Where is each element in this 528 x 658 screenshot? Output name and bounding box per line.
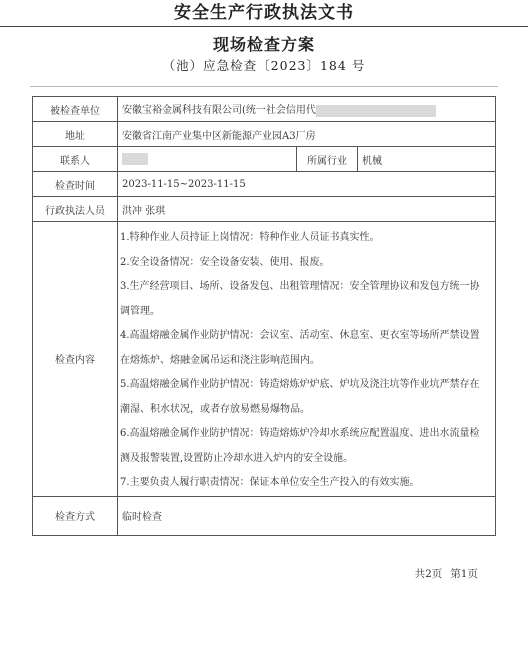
content-item: 1.特种作业人员持证上岗情况：特种作业人员证书真实性。 bbox=[120, 232, 380, 243]
contact-cell bbox=[118, 147, 297, 172]
officers-value: 洪冲 张琪 bbox=[118, 197, 496, 222]
redaction-block bbox=[316, 105, 436, 117]
row-date bbox=[33, 172, 496, 197]
redaction-block bbox=[122, 153, 148, 165]
current-page: 第1页 bbox=[450, 568, 478, 580]
content-item: 4.高温熔融金属作业防护情况：会议室、活动室、休息室、更衣室等场所严禁设置在熔炼炉、熔融金属吊运和浇注影响范围内。 bbox=[120, 330, 480, 366]
document-number: （池）应急检查〔2023〕184 号 bbox=[162, 58, 366, 73]
inspected-unit-cell bbox=[118, 97, 496, 122]
row-method bbox=[33, 496, 496, 535]
row-officers bbox=[33, 197, 496, 222]
date-value: 2023-11-15~2023-11-15 bbox=[118, 172, 496, 197]
content-item: 6.高温熔融金属作业防护情况：铸造熔炼炉冷却水系统应配置温度、进出水流量检测及报警装置,设置防止冷却水进入炉内的安全设施。 bbox=[120, 428, 480, 464]
industry-value: 机械 bbox=[358, 147, 496, 172]
contact-label: 联系人 bbox=[33, 147, 118, 172]
document-title: 现场检查方案 bbox=[212, 35, 315, 54]
total-pages: 共2页 bbox=[414, 568, 443, 580]
page-footer bbox=[407, 566, 478, 581]
content-item: 7.主要负责人履行职责情况：保证本单位安全生产投入的有效实施。 bbox=[120, 477, 420, 488]
document-header: 安全生产行政执法文书 bbox=[0, 0, 528, 27]
content-item: 3.生产经营项目、场所、设备发包、出租管理情况：安全管理协议和发包方统一协调管理。 bbox=[120, 281, 480, 317]
row-contact bbox=[33, 147, 496, 172]
address-label: 地址 bbox=[33, 122, 118, 147]
industry-label: 所属行业 bbox=[297, 147, 358, 172]
row-content bbox=[33, 222, 496, 497]
content-item: 5.高温熔融金属作业防护情况：铸造熔炼炉炉底、炉坑及浇注坑等作业坑严禁存在潮湿、积水状况，或者存放易燃易爆物品。 bbox=[120, 379, 480, 415]
method-value: 临时检查 bbox=[118, 496, 496, 535]
method-label: 检查方式 bbox=[33, 496, 118, 535]
date-label: 检查时间 bbox=[33, 172, 118, 197]
content-item: 2.安全设备情况：安全设备安装、使用、报废。 bbox=[120, 256, 330, 268]
content-label: 检查内容 bbox=[33, 222, 118, 497]
officers-label: 行政执法人员 bbox=[33, 197, 118, 222]
row-address bbox=[33, 122, 496, 147]
header-divider bbox=[30, 86, 498, 87]
inspected-unit-value: 安徽宝裕金属科技有限公司(统一社会信用代 bbox=[122, 105, 316, 117]
row-inspected-unit bbox=[33, 97, 496, 122]
address-value: 安徽省江南产业集中区新能源产业园A3厂房 bbox=[118, 122, 496, 147]
inspection-form-table bbox=[32, 96, 496, 536]
content-list bbox=[118, 222, 496, 497]
inspected-unit-label: 被检查单位 bbox=[33, 97, 118, 122]
